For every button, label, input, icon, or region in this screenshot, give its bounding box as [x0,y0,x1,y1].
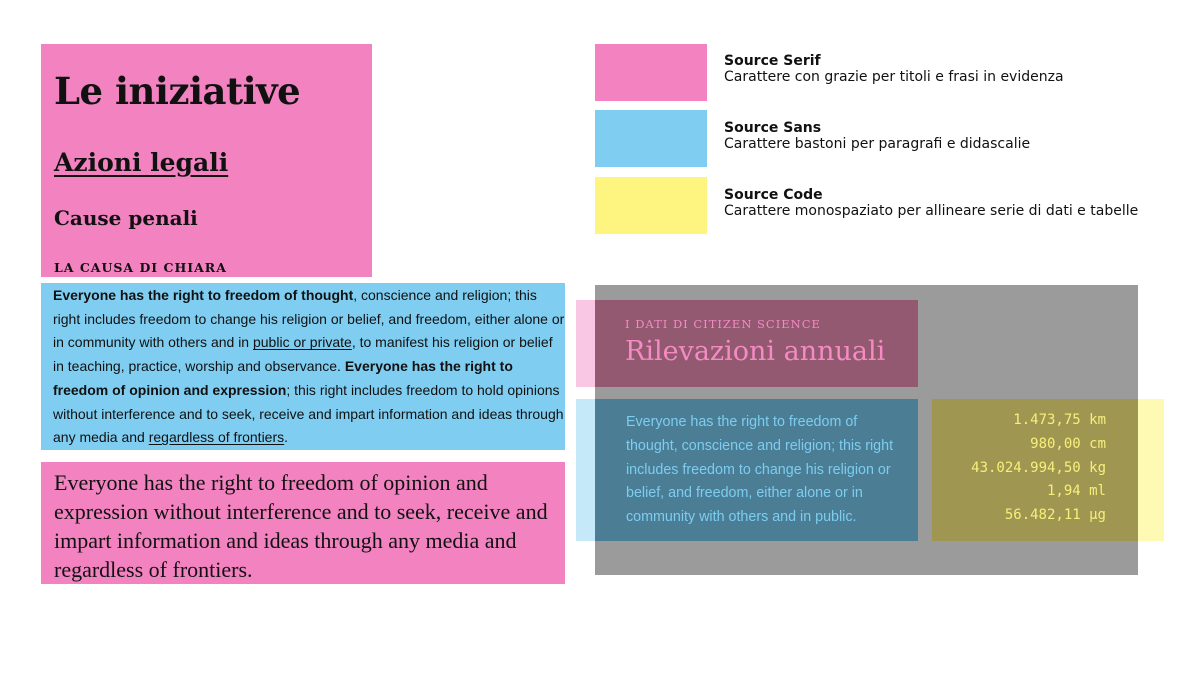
data-value: 56.482,11 µg [1004,507,1106,524]
bold-phrase-2: Everyone has the right to freedom of opinion and expression [53,358,513,398]
legend-title: Source Code [724,187,823,203]
legend-description: Carattere monospaziato per allineare serie di dati e tabelle [724,203,1139,219]
bold-phrase-1: Everyone has the right to freedom of thought [53,287,354,303]
panel-heading: Rilevazioni annuali [625,336,886,367]
legend-swatch-serif [595,44,707,101]
legend-title: Source Serif [724,53,821,69]
data-value: 980,00 cm [1030,435,1106,452]
panel-paragraph: Everyone has the right to freedom of thought, conscience and religion; this right includes freedom to change his religion or belief, and freedom, either alone or in community with others and in public. [626,414,894,526]
link-regardless-of-frontiers[interactable]: regardless of frontiers [148,429,285,446]
legend-item-sans [724,120,1030,152]
serif-specimen-box [41,44,372,277]
heading-level-1: Le iniziative [54,69,301,113]
legend-item-serif [724,53,1064,85]
legend-swatch-sans [595,110,707,167]
body-paragraph [53,284,565,450]
serif-quote-box [41,462,565,584]
legend-description: Carattere con grazie per titoli e frasi in evidenza [724,69,1064,85]
pull-quote: Everyone has the right to freedom of opinion and expression without interference and to seek, receive and impart information and ideas through any media and regardless of frontiers. [54,470,548,582]
legend-swatch-code [595,177,707,234]
legend-title: Source Sans [724,120,822,136]
sans-specimen-box [41,283,565,450]
paragraph-text-2: , to manifest his religion or belief in teaching, practice, worship and observance. [53,334,553,375]
panel-text-block [595,399,918,541]
legend-description: Carattere bastoni per paragrafi e didascalie [724,136,1031,152]
panel-title-block [595,300,918,387]
data-value: 1.473,75 km [1013,412,1106,428]
data-value: 1,94 ml [1046,483,1106,500]
panel-data-block [932,399,1138,541]
panel-eyebrow: I DATI DI CITIZEN SCIENCE [625,317,821,331]
heading-level-2: Azioni legali [54,148,229,177]
heading-level-4: LA CAUSA DI CHIARA [54,260,227,275]
heading-level-3: Cause penali [54,206,198,230]
paragraph-text-3: ; this right includes freedom to hold opinions without interference and to seek, receive and impart information and ideas through any media and [53,381,564,446]
link-public-or-private[interactable]: public or private [252,334,352,351]
data-value: 43.024.994,50 kg [971,459,1106,476]
paragraph-text-4: . [284,429,289,446]
paragraph-text-1: , conscience and religion; this right includes freedom to change his religion or belief, and freedom, either alone or in community with others and in [53,287,565,351]
legend-item-code [724,187,1138,219]
